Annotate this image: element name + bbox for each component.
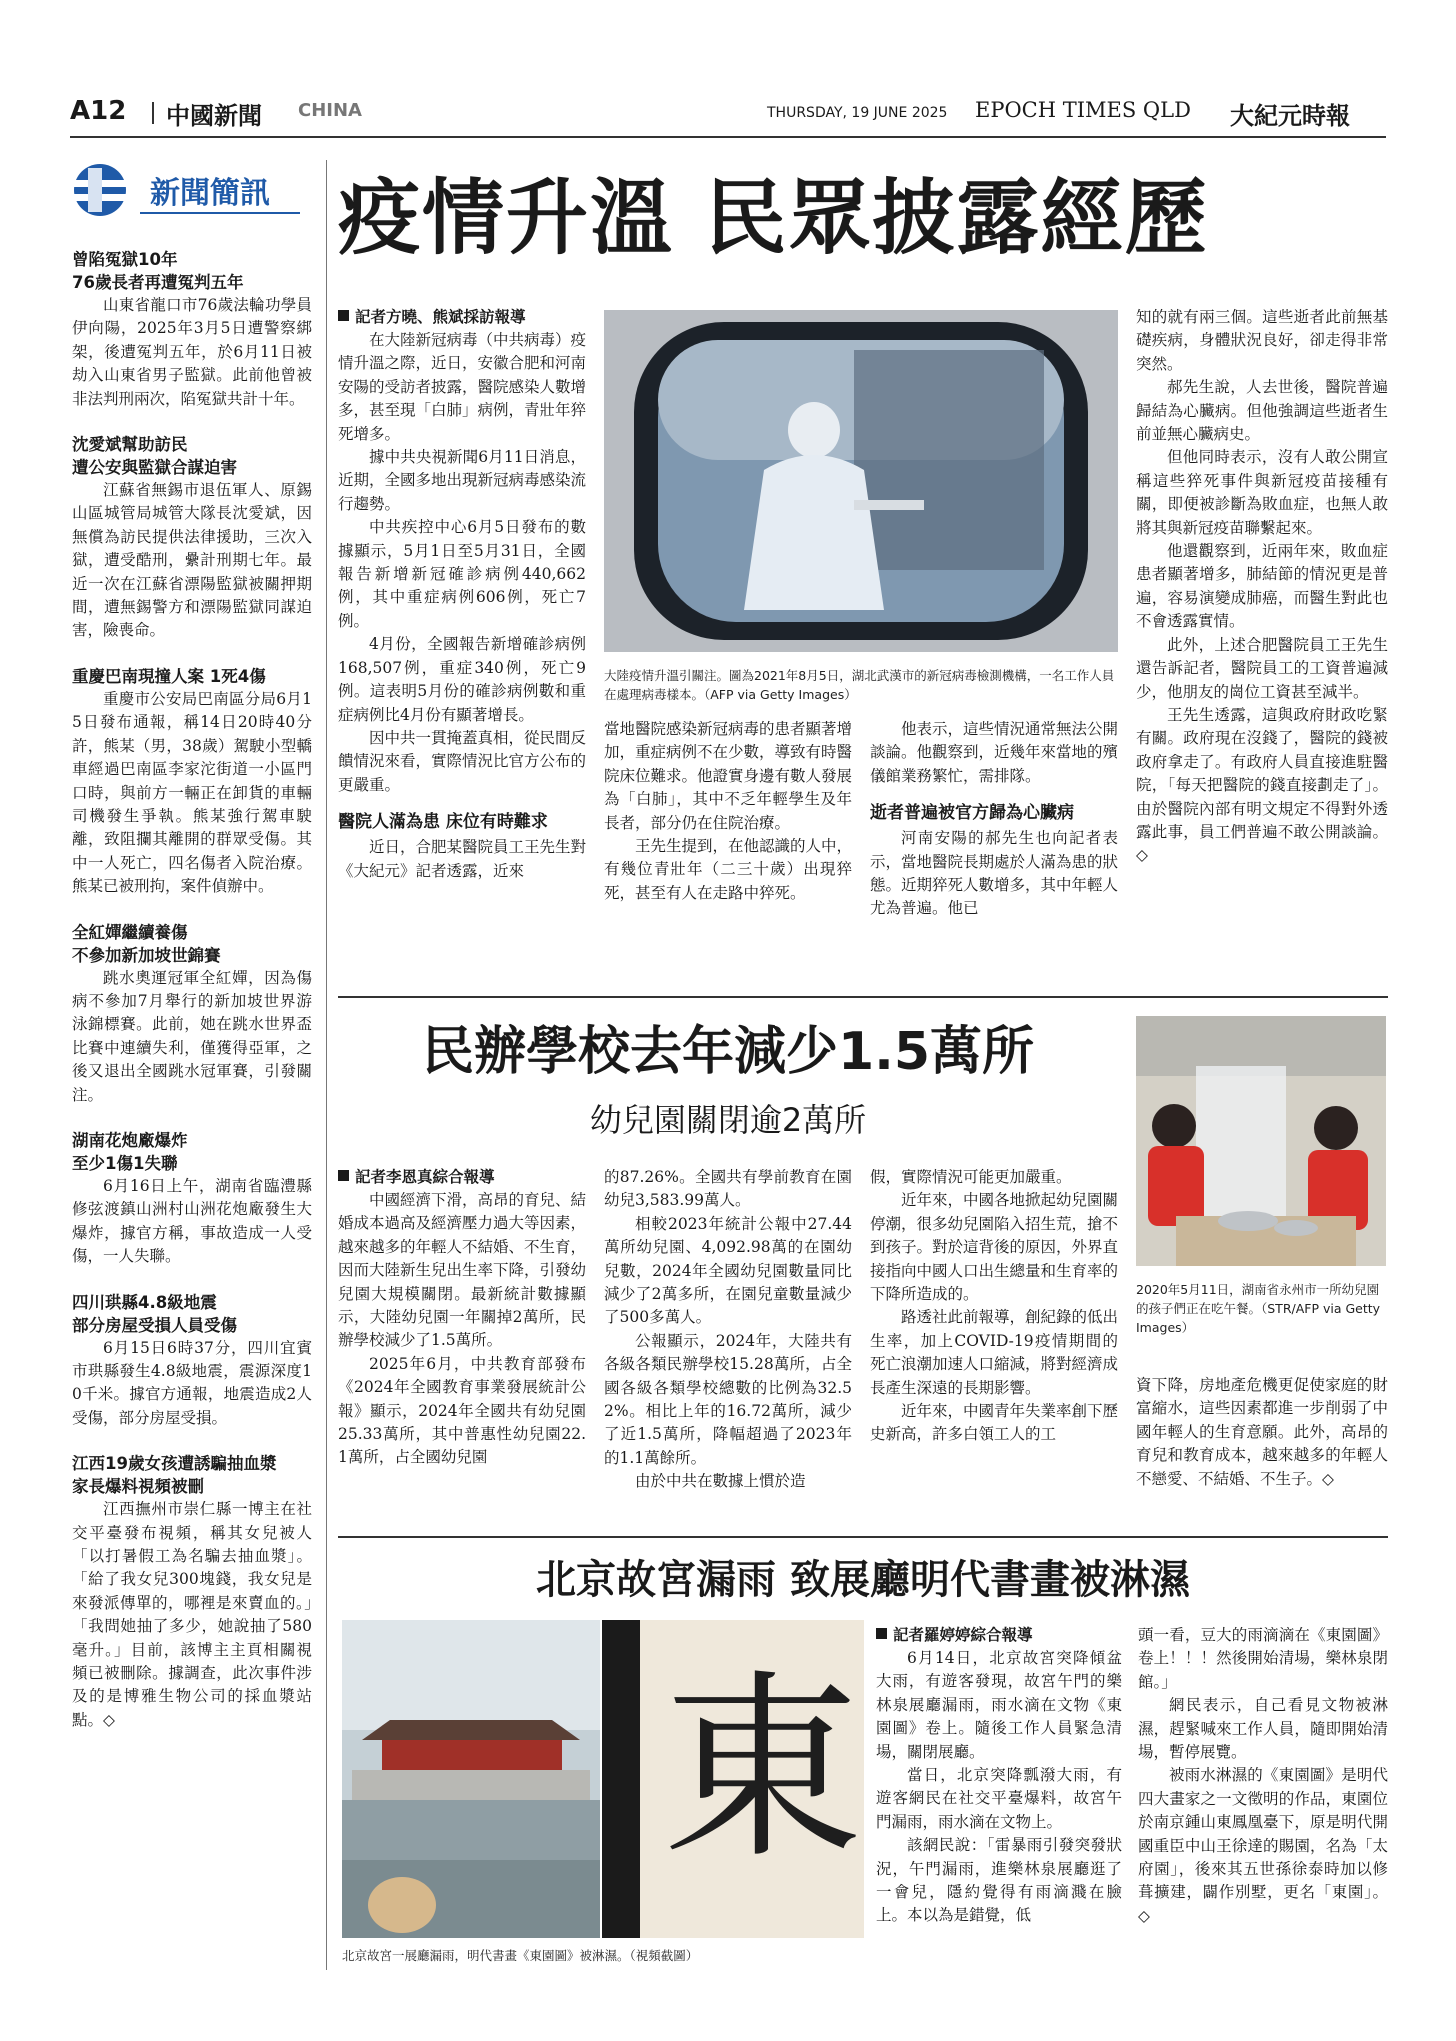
paragraph: 近年來，中國青年失業率創下歷史新高，許多白領工人的工: [870, 1402, 1119, 1444]
story1-subhead-2: 逝者普遍被官方歸為心臟病: [870, 803, 1074, 824]
story2-col2: [604, 1166, 852, 1494]
lab-window-image-icon: [604, 310, 1118, 652]
paragraph: 頭一看，豆大的雨滴滴在《東園圖》卷上！！！然後開始清場，樂林泉閉館。」: [1138, 1626, 1388, 1691]
story1-col2: [604, 718, 852, 905]
section-title-cn: 中國新聞: [166, 102, 262, 130]
paragraph: 近年來，中國各地掀起幼兒園關停潮，很多幼兒園陷入招生荒，搶不到孩子。對於這背後的原因，外界直接指向中國人口出生總量和生育率的下降所造成的。: [870, 1191, 1119, 1304]
story1-bottom-rule: [338, 996, 1388, 998]
story3-col2: [1138, 1624, 1388, 1928]
brief-title-2: 至少1傷1失聯: [72, 1153, 178, 1173]
paragraph: 當地醫院感染新冠病毒的患者顯著增加，重症病例不在少數，導致有時醫院床位難求。他證實身邊有數人發展為「白肺」，其中不乏年輕學生及年長者，部分仍在住院治療。: [604, 720, 853, 832]
paragraph: 王先生透露，這與政府財政吃緊有關。政府現在沒錢了，醫院的錢被政府拿走了。有政府人員直接進駐醫院，「每天把醫院的錢直接劃走了」。由於醫院內部有明文規定不得對外透露此事，員工們普遍不敢公開談論。◇: [1136, 705, 1388, 865]
paragraph: 中共疾控中心6月5日發布的數據顯示，5月1日至5月31日，全國報告新增新冠確診病例440,662例，其中重症病例606例，死亡7例。: [338, 518, 586, 630]
paragraph: 王先生提到，在他認識的人中，有幾位青壯年（二三十歲）出現猝死，甚至有人在走路中猝死。: [604, 837, 853, 902]
paragraph: 資下降，房地產危機更促使家庭的財富縮水，這些因素都進一步削弱了中國年輕人的生育意願。此外，高昂的育兒和教育成本，越來越多的年輕人不戀愛、不結婚、不生子。◇: [1136, 1376, 1388, 1488]
header-divider: [152, 102, 154, 124]
story2-subhead: 幼兒園關閉逾2萬所: [589, 1101, 867, 1139]
paper-name-en: EPOCH TIMES QLD: [975, 98, 1191, 122]
briefs-list: [72, 248, 312, 1754]
story3-photo-scroll: [602, 1620, 864, 1938]
paragraph: 但他同時表示，沒有人敢公開宣稱這些猝死事件與新冠疫苗接種有關，即便被診斷為敗血症，也無人敢將其與新冠疫苗聯繫起來。: [1136, 448, 1388, 537]
paragraph: 據中共央視新聞6月11日消息，近期，全國多地出現新冠病毒感染流行趨勢。: [338, 448, 587, 513]
brief-text: 跳水奧運冠軍全紅嬋，因為傷病不參加7月舉行的新加坡世界游泳錦標賽。此前，她在跳水世界盃比賽中連續失利，僅獲得亞軍，之後又退出全國跳水冠軍賽，引發關注。: [72, 968, 312, 1104]
paragraph: 因中共一貫掩蓋真相，從民間反饋情況來看，實際情況比官方公布的更嚴重。: [338, 728, 587, 794]
paragraph: 他表示，這些情況通常無法公開談論。他觀察到，近幾年來當地的殯儀館業務繁忙，需排隊。: [870, 720, 1119, 785]
story2-col1: [338, 1166, 586, 1470]
story1-photo-caption: 大陸疫情升溫引關注。圖為2021年8月5日，湖北武漢市的新冠病毒檢測機構，一名工作人員在處理病毒樣本。（AFP via Getty Images）: [604, 668, 1115, 702]
brief-text: 6月16日上午，湖南省臨澧縣修弦渡鎮山洲村山洲花炮廠發生大爆炸，據官方稱，事故造成一人受傷，一人失聯。: [72, 1176, 312, 1266]
brief-item: [72, 665, 312, 899]
page-number: A12: [70, 96, 127, 126]
brief-title-2: 家長爆料視頻被刪: [72, 1477, 204, 1497]
paragraph: 6月14日，北京故宮突降傾盆大雨，有遊客發現，故宮午門的樂林泉展廳漏雨，雨水滴在文物《東園圖》卷上。隨後工作人員緊急清場，關閉展廳。: [876, 1649, 1122, 1761]
story2-col4: [1136, 1374, 1388, 1491]
paragraph: 公報顯示，2024年，大陸共有各級各類民辦學校15.28萬所，占全國各級各類學校總數的比例為32.52%。相比上年的16.72萬所，減少了近1.5萬所，降幅超過了2023年的1.1萬餘所。: [604, 1331, 852, 1467]
brief-title: 曾陷冤獄10年: [72, 250, 178, 269]
brief-item: [72, 433, 312, 643]
paragraph: 2025年6月，中共教育部發布《2024年全國教育事業發展統計公報》顯示，2024年全國共有幼兒園25.33萬所，其中普惠性幼兒園22.1萬所，占全國幼兒園: [338, 1354, 586, 1467]
story2-photo-caption: 2020年5月11日，湖南省永州市一所幼兒園的孩子們正在吃午餐。（STR/AFP via Getty Images）: [1136, 1282, 1381, 1335]
brief-title-2: 部分房屋受損人員受傷: [72, 1315, 237, 1335]
briefs-underline: [140, 212, 300, 214]
header-rule: [70, 136, 1386, 138]
brief-title: 沈愛斌幫助訪民: [72, 435, 188, 455]
story3-byline: 記者羅婷婷綜合報導: [876, 1624, 1122, 1647]
brief-title: 四川珙縣4.8級地震: [72, 1292, 217, 1312]
brief-text: 重慶市公安局巴南區分局6月15日發布通報，稱14日20時40分許，熊某（男，38歲）駕駛小型轎車經過巴南區李家沱街道一小區門口時，與前方一輛正在卸貨的車輛司機發生爭執。熊某強行駕車駛離，致阻攔其離開的群眾受傷。其中一人死亡，四名傷者入院治療。熊某已被刑拘，案件偵辦中。: [72, 689, 312, 896]
story3-photo-caption: 北京故宮一展廳漏雨，明代書畫《東園圖》被淋濕。（視頻截圖）: [342, 1948, 699, 1963]
paragraph: 近日，合肥某醫院員工王先生對《大紀元》記者透露，近來: [338, 838, 587, 880]
brief-title-2: 不參加新加坡世錦賽: [72, 945, 221, 965]
story1-subhead-1: 醫院人滿為患 床位有時難求: [338, 812, 548, 833]
paragraph: 4月份，全國報告新增確診病例168,507例，重症340例，死亡9例。這表明5月份的確診病例數和重症病例比4月份有顯著增長。: [338, 635, 586, 724]
paragraph: 相較2023年統計公報中27.44萬所幼兒園、4,092.98萬的在園幼兒數，2024年全國幼兒園數量同比減少了2萬多所，在園兒童數量減少了500多萬人。: [604, 1214, 852, 1327]
paragraph: 在大陸新冠病毒（中共病毒）疫情升溫之際，近日，安徽合肥和河南安陽的受訪者披露，醫院感染人數增多，甚至現「白肺」病例，青壯年猝死增多。: [338, 331, 587, 443]
story1-col1: [338, 306, 586, 883]
story2-headline: 民辦學校去年減少1.5萬所: [421, 1022, 1035, 1082]
forbidden-city-image-icon: [342, 1620, 600, 1938]
brief-title: 重慶巴南現撞人案 1死4傷: [72, 666, 266, 686]
brief-title: 江西19歲女孩遭誘騙抽血漿: [72, 1454, 277, 1474]
paragraph: 此外，上述合肥醫院員工王先生還告訴記者，醫院員工的工資普遍減少，他朋友的崗位工資甚至減半。: [1136, 635, 1388, 701]
brief-title-2: 遭公安與監獄合謀迫害: [72, 458, 237, 478]
paragraph: 由於中共在數據上慣於造: [635, 1472, 806, 1491]
paragraph: 當日，北京突降瓢潑大雨，有遊客網民在社交平臺爆料，故宮午門漏雨，雨水滴在文物上。: [876, 1766, 1122, 1831]
briefs-divider: [326, 160, 327, 1970]
story1-col4: [1136, 306, 1388, 868]
brief-title: 全紅嬋繼續養傷: [72, 922, 188, 942]
paragraph: 他還觀察到，近兩年來，敗血症患者顯著增多，肺結節的情況更是普遍，容易演變成肺癌，而醫生對此也不會透露實情。: [1136, 542, 1388, 631]
section-title-en: CHINA: [298, 100, 362, 121]
paragraph: 知的就有兩三個。這些逝者此前無基礎疾病，身體狀況良好，卻走得非常突然。: [1136, 308, 1388, 373]
brief-item: [72, 921, 312, 1107]
story1-photo: [604, 310, 1118, 652]
briefs-label: [70, 160, 310, 220]
story3-col1: [876, 1624, 1122, 1928]
scroll-black-edge: [602, 1620, 640, 1938]
scroll-character: 東: [662, 1653, 863, 1886]
story3-photo-palace: [342, 1620, 600, 1938]
paragraph: 中國經濟下滑，高昂的育兒、結婚成本過高及經濟壓力過大等因素，越來越多的年輕人不結婚、不生育，因而大陸新生兒出生率下降，引發幼兒園大規模關閉。最新統計數據顯示，大陸幼兒園一年關掉2萬所，民辦學校減少了1.5萬所。: [338, 1191, 587, 1350]
brief-text: 江西撫州市崇仁縣一博主在社交平臺發布視頻，稱其女兒被人「以打暑假工為名騙去抽血漿」。「給了我女兒300塊錢，我女兒是來發派傳單的，哪裡是來賣血的。」「我問她抽了多少，她說抽了580毫升。」目前，該博主主頁相關視頻已被刪除。據調查，此次事件涉及的是博雅生物公司的採血漿站點。◇: [72, 1500, 312, 1729]
paragraph: 該網民說：「雷暴雨引發突發狀況，午門漏雨，進樂林泉展廳逛了一會兒，隱約覺得有雨滴濺在臉上。本以為是錯覺，低: [876, 1836, 1122, 1925]
story3-headline: 北京故宮漏雨 致展廳明代書畫被淋濕: [536, 1557, 1190, 1603]
paper-name-cn: 大紀元時報: [1230, 101, 1350, 130]
briefs-label-text: 新聞簡訊: [150, 176, 270, 211]
page-header: [70, 96, 1386, 136]
brief-item: [72, 1452, 312, 1732]
brief-title: 湖南花炮廠爆炸: [72, 1130, 188, 1150]
paragraph: 郝先生說，人去世後，醫院普遍歸結為心臟病。但他強調這些逝者生前並無心臟病史。: [1136, 378, 1388, 444]
brief-title-2: 76歲長者再遭冤判五年: [72, 273, 244, 292]
brief-item: [72, 1129, 312, 1269]
story2-photo: [1136, 1016, 1386, 1266]
story1-col3: [870, 718, 1118, 921]
paragraph: 假，實際情況可能更加嚴重。: [870, 1168, 1072, 1186]
briefs-logo-icon: [70, 160, 134, 220]
paragraph: 被雨水淋濕的《東園圖》是明代四大畫家之一文徵明的作品，東園位於南京鍾山東鳳凰臺下，原是明代開國重臣中山王徐達的賜園，名為「太府園」，後來其五世孫徐泰時加以修葺擴建，闢作別墅，更名「東園」。◇: [1138, 1766, 1388, 1925]
story1-byline: 記者方曉、熊斌採訪報導: [338, 306, 586, 329]
brief-text: 江蘇省無錫市退伍軍人、原錫山區城管局城管大隊長沈愛斌，因無償為訪民提供法律援助，三次入獄，遭受酷刑，纍計刑期七年。最近一次在江蘇省漂陽監獄被關押期間，遭無錫警方和漂陽監獄同謀迫害，險喪命。: [72, 481, 312, 640]
paragraph: 網民表示，自己看見文物被淋濕，趕緊喊來工作人員，隨即開始清場，暫停展覽。: [1138, 1696, 1388, 1762]
paragraph: 路透社此前報導，創紀錄的低出生率，加上COVID-19疫情期間的死亡浪潮加速人口縮減，將對經濟成長產生深遠的長期影響。: [870, 1308, 1119, 1397]
story2-byline: 記者李恩真綜合報導: [338, 1166, 586, 1189]
paragraph: 的87.26%。全國共有學前教育在園幼兒3,583.99萬人。: [604, 1168, 852, 1210]
issue-date: THURSDAY, 19 JUNE 2025: [767, 105, 948, 121]
paragraph: 河南安陽的郝先生也向記者表示，當地醫院長期處於人滿為患的狀態。近期猝死人數增多，其中年輕人尤為普遍。他已: [870, 829, 1119, 918]
brief-item: [72, 248, 312, 411]
brief-text: 6月15日6時37分，四川宜賓市珙縣發生4.8級地震，震源深度10千米。據官方通報，地震造成2人受傷，部分房屋受損。: [72, 1338, 312, 1427]
kindergarten-lunch-image-icon: [1136, 1016, 1386, 1266]
story2-col3: [870, 1166, 1118, 1447]
story2-bottom-rule: [338, 1536, 1388, 1538]
brief-item: [72, 1291, 312, 1431]
story1-headline: 疫情升溫 民眾披露經歷: [338, 170, 1209, 266]
brief-text: 山東省龍口市76歲法輪功學員伊向陽，2025年3月5日遭警察綁架，後遭冤判五年，於6月11日被劫入山東省男子監獄。此前他曾被非法判刑兩次，陷冤獄共計十年。: [72, 296, 312, 408]
